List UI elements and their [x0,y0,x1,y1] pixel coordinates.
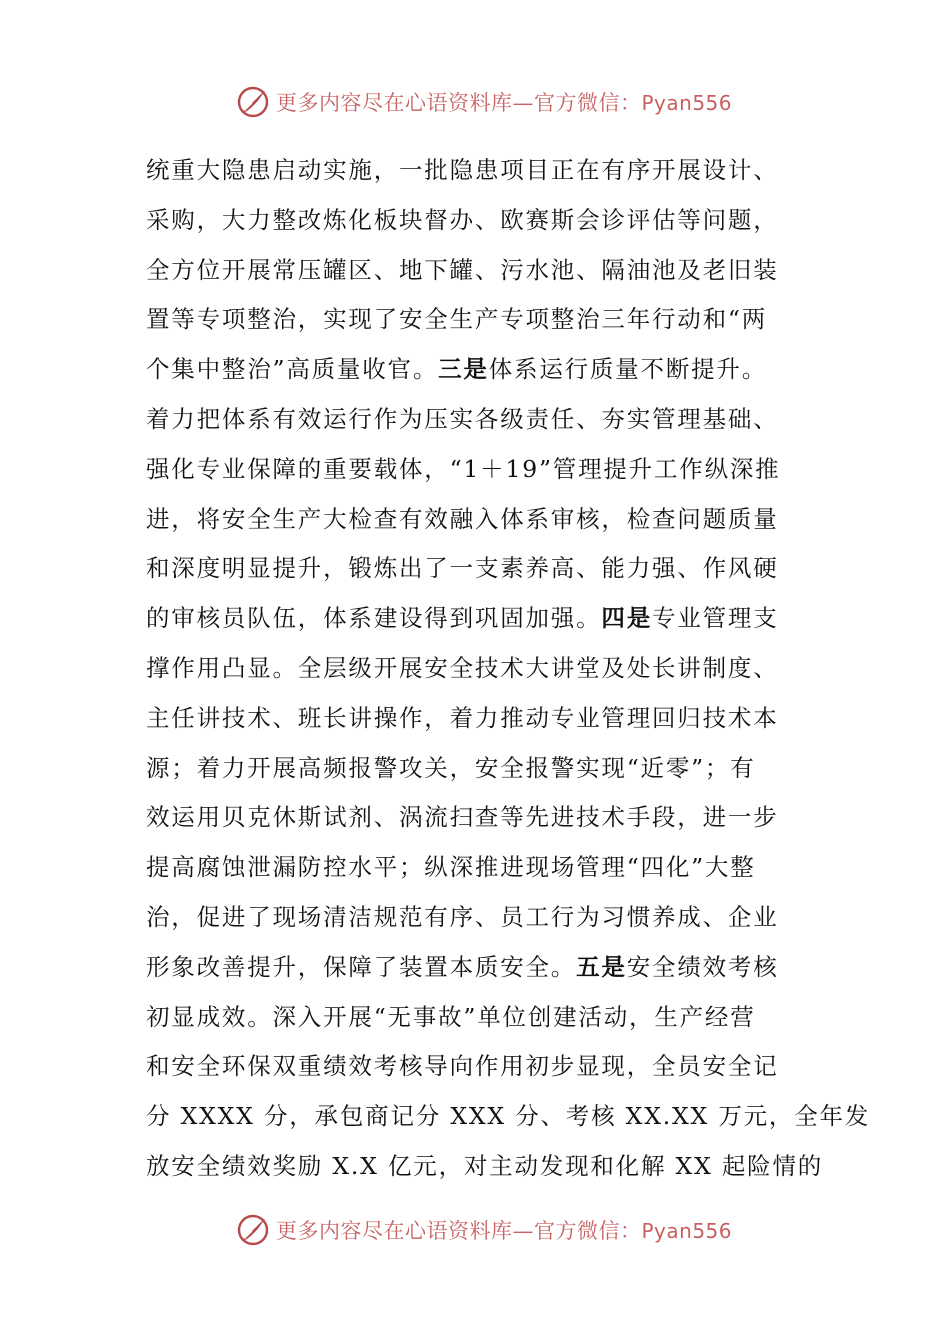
text-line [146,544,806,594]
header-banner-text: 更多内容尽在心语资料库—官方微信：Pyan556 [275,91,732,115]
text-line [146,793,806,843]
text-segment: 和安全环保双重绩效考核导向作用初步显现，全员安全记 [146,1052,779,1081]
text-segment: 主任讲技术、班长讲操作，着力推动专业管理回归技术本 [146,703,779,732]
text-line [146,1142,824,1192]
text-segment: 分 XXXX 分，承包商记分 XXX 分、考核 XX.XX 万元，全年发 [146,1102,871,1131]
text-segment: 提高腐蚀泄漏防控水平；纵深推进现场管理“四化”大整 [146,853,756,882]
bold-heading-marker: 五是 [576,952,627,981]
text-line [146,246,806,296]
text-segment: 形象改善提升，保障了装置本质安全。 [146,952,577,981]
text-segment: 进，将安全生产大检查有效融入体系审核，检查问题质量 [146,504,779,533]
text-line [146,445,806,495]
text-line [146,495,806,545]
text-segment: 全方位开展常压罐区、地下罐、污水池、隔油池及老旧装 [146,255,779,284]
text-segment: 治，促进了现场清洁规范有序、员工行为习惯养成、企业 [146,902,779,931]
text-segment: 和深度明显提升，锻炼出了一支素养高、能力强、作风硬 [146,554,779,583]
text-line [146,893,806,943]
footer-banner-text: 更多内容尽在心语资料库—官方微信：Pyan556 [275,1219,732,1243]
text-line [146,395,806,445]
text-segment: 初显成效。深入开展“无事故”单位创建活动，生产经营 [146,1002,756,1031]
text-segment: 专业管理支 [652,604,779,633]
text-segment: 个集中整治”高质量收官。 [146,355,439,384]
text-segment: 置等专项整治，实现了安全生产专项整治三年行动和“两 [146,305,768,334]
text-line [146,993,806,1043]
header-watermark-banner [0,82,950,122]
text-line [146,943,806,993]
text-line [146,644,806,694]
text-line [146,1092,871,1142]
text-segment: 源；着力开展高频报警攻关，安全报警实现“近零”；有 [146,753,756,782]
text-segment: 效运用贝克休斯试剂、涡流扫查等先进技术手段，进一步 [146,803,779,832]
text-segment: 着力把体系有效运行作为压实各级责任、夯实管理基础、 [146,404,779,433]
wechat-id: Pyan556 [641,91,732,115]
text-segment: 体系运行质量不断提升。 [488,355,768,384]
quill-logo-icon [236,85,270,119]
footer-watermark-banner [0,1210,950,1250]
text-segment: 统重大隐患启动实施，一批隐患项目正在有序开展设计、 [146,156,779,184]
text-segment: 安全绩效考核 [626,952,779,981]
text-line [146,744,806,794]
text-line [146,694,806,744]
text-line [146,345,806,395]
bold-heading-marker: 三是 [438,355,489,384]
text-line [146,843,806,893]
text-segment: 采购，大力整改炼化板块督办、欧赛斯会诊评估等问题， [146,205,779,234]
text-line [146,196,806,246]
text-line [146,1042,806,1092]
text-segment: 的审核员队伍，体系建设得到巩固加强。 [146,604,602,633]
document-body [146,146,871,1192]
text-segment: 撑作用凸显。全层级开展安全技术大讲堂及处长讲制度、 [146,653,779,682]
wechat-id: Pyan556 [641,1219,732,1243]
text-line [146,295,806,345]
quill-logo-icon [236,1213,270,1247]
text-segment: 强化专业保障的重要载体，“1＋19”管理提升工作纵深推 [146,454,781,483]
text-line [146,146,806,196]
text-line [146,594,806,644]
text-segment: 放安全绩效奖励 X.X 亿元，对主动发现和化解 XX 起险情的 [146,1151,824,1180]
bold-heading-marker: 四是 [601,604,653,633]
